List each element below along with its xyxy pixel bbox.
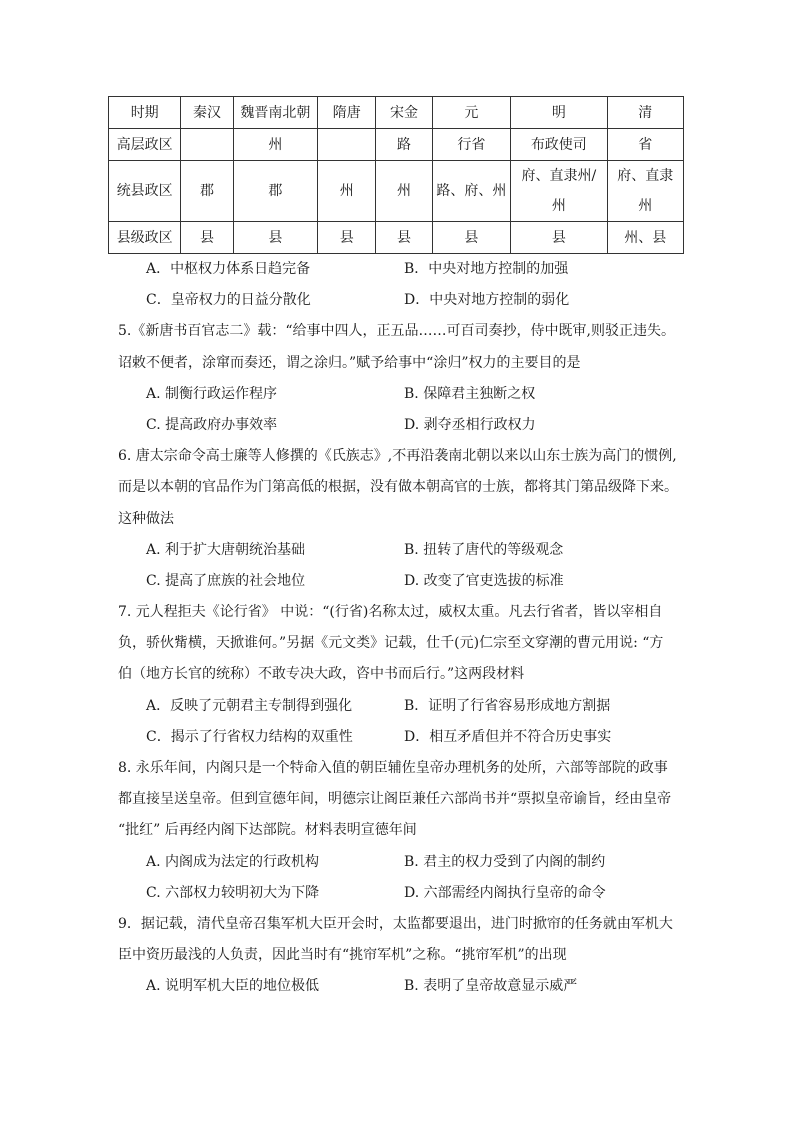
table-cell: 县 [511,222,608,254]
table-cell: 县级政区 [109,222,181,254]
table-cell: 明 [511,97,608,129]
table-row [109,222,684,254]
q6-options-row-1 [118,535,678,566]
q5-option-c[interactable]: C. 提高政府办事效率 [146,416,278,433]
table-row [109,129,684,161]
table-cell: 县 [181,222,233,254]
administrative-regions-table [108,96,684,254]
table-cell: 魏晋南北朝 [233,97,317,129]
table-cell: 时期 [109,97,181,129]
q9-stem-line: 臣中资历最浅的人负责，因此当时有“挑帘军机”之称。“挑帘军机”的出现 [118,947,567,964]
q6-option-a[interactable]: A. 利于扩大唐朝统治基础 [146,541,306,558]
q8-option-d[interactable]: D. 六部需经内阁执行皇帝的命令 [404,884,606,901]
table-cell: 省 [607,129,683,161]
q4-options-row-2 [118,285,678,316]
q7-stem-line: 负，骄伙觜横，天掀谁何。”另据《元文类》记载，仕千(元)仁宗至文穿潮的曹元用说: “方 [118,635,664,652]
table-cell: 元 [432,97,510,129]
table-cell: 州、县 [607,222,683,254]
q4-options-row-1 [118,254,678,285]
table-cell: 县 [233,222,317,254]
table-cell: 路、府、州 [432,161,510,222]
q8-option-c[interactable]: C. 六部权力较明初大为下降 [146,884,320,901]
q8-stem-line: 都直接呈送皇帝。但到宣德年间，明德宗让阁臣兼任六部尚书并“票拟皇帝谕旨，经由皇帝 [118,791,672,808]
q5-stem-line: 诏敕不便者，涂窜而奏还，谓之涂归。”赋予给事中“涂归”权力的主要目的是 [118,354,581,371]
q9-option-b[interactable]: B. 表明了皇帝故意显示威严 [404,978,578,995]
table-cell: 行省 [432,129,510,161]
q4-option-a[interactable]: A．中枢权力体系日趋完备 [146,261,311,277]
q9-options-row-1 [118,971,678,1002]
cell-line: 府、直隶州/ [521,168,597,184]
q6-options-row-2 [118,566,678,597]
q7-options-row-2 [118,722,678,753]
q9-stem-line: 9．据记载，清代皇帝召集军机大臣开会时，太监都要退出，进门时掀帘的任务就由军机大 [118,915,673,932]
table-cell: 县 [376,222,432,254]
q9-option-a[interactable]: A. 说明军机大臣的地位极低 [146,978,320,995]
q6-option-b[interactable]: B. 扭转了唐代的等级观念 [404,541,564,558]
table-cell: 州 [376,161,432,222]
q4-option-b[interactable]: B．中央对地方控制的加强 [404,261,569,277]
table-cell [181,129,233,161]
table-cell: 县 [432,222,510,254]
q7-stem-line: 7. 元人程拒夫《论行省》 中说：“(行省)名称太过，威权太重。凡去行省者，皆以宰相自 [118,604,663,621]
q7-option-d[interactable]: D．相互矛盾但并不符合历史事实 [404,728,612,745]
q8-options-row-2 [118,878,678,909]
table-cell: 郡 [233,161,317,222]
table-cell: 郡 [181,161,233,222]
table-cell: 高层政区 [109,129,181,161]
table-cell: 县 [318,222,376,254]
q7-stem-line: 伯（地方长官的统称）不敢专决大政，咨中书而后行。”这两段材料 [118,666,525,683]
table-cell [318,129,376,161]
q8-stem-line: 8. 永乐年间，内阁只是一个特命入值的朝臣辅佐皇帝办理机务的处所，六部等部院的政事 [118,760,668,776]
q5-options-row-1 [118,379,678,410]
table-cell [607,161,683,222]
q6-option-c[interactable]: C. 提高了庶族的社会地位 [146,572,306,589]
table-cell: 州 [233,129,317,161]
q7-option-b[interactable]: B．证明了行省容易形成地方割据 [404,697,611,714]
table-cell [511,161,608,222]
q5-stem-line: 5.《新唐书百官志二》载：“给事中四人，正五品……可百司奏抄，侍中既审,则驳正违失。 [118,323,675,340]
q5-option-b[interactable]: B. 保障君主独断之权 [404,385,536,402]
q7-options-row-1 [118,691,678,722]
table-cell: 州 [318,161,376,222]
q8-options-row-1 [118,847,678,878]
cell-line: 州 [551,198,566,214]
q8-option-a[interactable]: A. 内阁成为法定的行政机构 [146,853,320,870]
table-row [109,161,684,222]
q6-option-d[interactable]: D. 改变了官吏选拔的标准 [404,572,564,589]
q7-option-c[interactable]: C．揭示了行省权力结构的双重性 [146,728,353,745]
q8-option-b[interactable]: B. 君主的权力受到了内阁的制约 [404,853,606,870]
q4-option-c[interactable]: C．皇帝权力的日益分散化 [146,292,311,309]
q5-option-a[interactable]: A. 制衡行政运作程序 [146,385,278,402]
table-cell: 布政使司 [511,129,608,161]
table-cell: 宋金 [376,97,432,129]
q4-option-d[interactable]: D．中央对地方控制的弱化 [404,292,570,309]
cell-line: 州 [638,198,653,214]
table-header-row [109,97,684,129]
table-cell: 清 [607,97,683,129]
q5-option-d[interactable]: D. 剥夺丞相行政权力 [404,416,536,433]
cell-line: 府、直隶 [617,168,674,184]
q6-stem-line: 而是以本朝的官品作为门第高低的根据，没有做本朝高官的士族，都将其门第品级降下来。 [118,479,678,496]
table-cell: 秦汉 [181,97,233,129]
q5-options-row-2 [118,410,678,441]
questions [118,254,678,1003]
q6-stem-line: 这种做法 [118,510,174,527]
table-cell: 统县政区 [109,161,181,222]
q6-stem-line: 6. 唐太宗命令高士廉等人修撰的《氏族志》,不再沿袭南北朝以来以山东士族为高门的惯例, [118,448,677,465]
table-cell: 隋唐 [318,97,376,129]
table-cell: 路 [376,129,432,161]
q8-stem-line: “批红” 后再经内阁下达部院。材料表明宣德年间 [118,822,417,839]
q7-option-a[interactable]: A．反映了元朝君主专制得到强化 [146,697,353,714]
